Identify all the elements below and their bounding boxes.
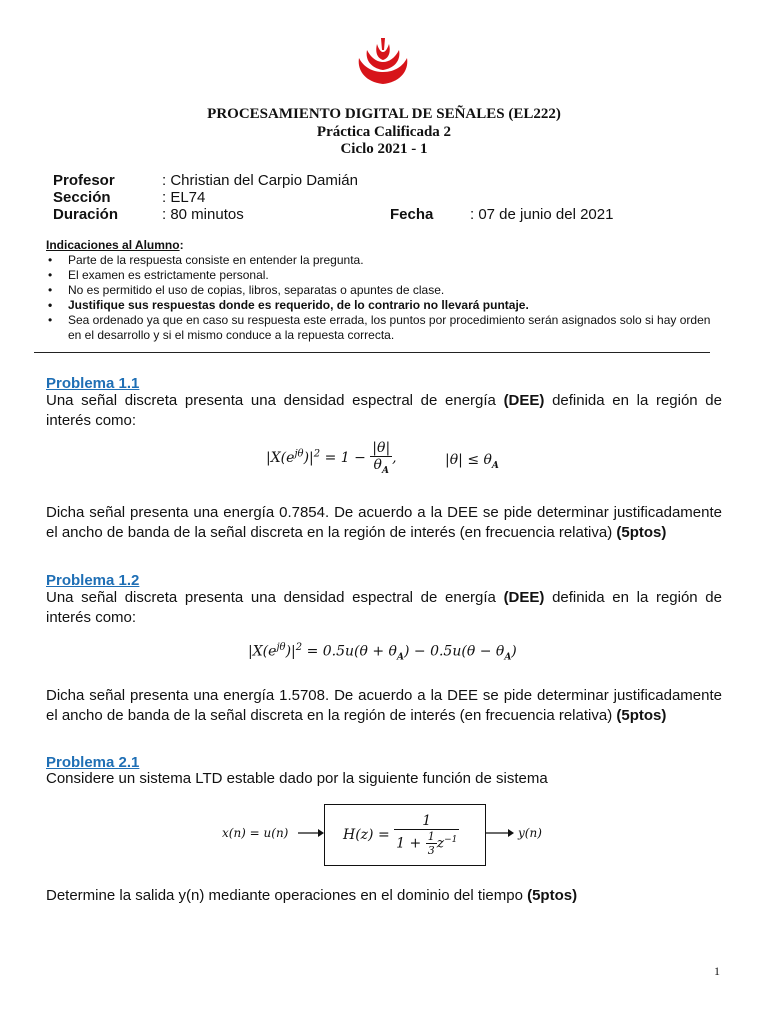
transfer-function: H(z) = 1 1 + $\frac{1}{3}$ $z^{-1}$ — [343, 813, 458, 857]
input-signal-label: x(n) = u(n) — [222, 826, 289, 840]
problem-1-2-intro: Una señal discreta presenta una densidad espectral de energía (DEE) definida en la región de interés como: — [46, 589, 722, 626]
duracion-label: Duración — [53, 206, 119, 223]
cycle-title: Ciclo 2021 - 1 — [340, 141, 428, 157]
equation-1-1-condition: $|\theta| \le \theta_A$ — [445, 452, 499, 471]
list-item: • Parte de la respuesta consiste en entender la pregunta. — [46, 253, 716, 268]
equation-1-2: $|X(e^{j\theta})|^2 = 0.5u(\theta + \theta_A) - 0.5u(\theta - \theta_A)$ — [248, 642, 517, 663]
page-number: 1 — [714, 964, 720, 978]
input-arrow-icon — [298, 826, 324, 840]
seccion-label: Sección — [53, 189, 111, 206]
fecha-value: : 07 de junio del 2021 — [470, 206, 614, 223]
duracion-value: : 80 minutos — [162, 206, 244, 223]
output-signal-label: y(n) — [518, 826, 542, 840]
system-block — [324, 804, 486, 866]
problem-1-2-text: Dicha señal presenta una energía 1.5708. De acuerdo a la DEE se pide determinar justificadamente el ancho de banda de la señal discreta en la región de interés (en frecuencia relativa) (5ptos) — [46, 687, 722, 724]
seccion-value: : EL74 — [162, 189, 206, 206]
indications — [46, 238, 716, 343]
problem-1-1-text: Dicha señal presenta una energía 0.7854. De acuerdo a la DEE se pide determinar justificadamente el ancho de banda de la señal discreta en la región de interés (en frecuencia relativa) (5ptos) — [46, 504, 722, 541]
indications-title: Indicaciones al Alumno: — [46, 238, 184, 252]
profesor-label: Profesor — [53, 172, 115, 189]
list-item: • Justifique sus respuestas donde es requerido, de lo contrario no llevará puntaje. — [46, 298, 716, 313]
problem-2-1-title: Problema 2.1 — [46, 754, 140, 771]
list-item: • Sea ordenado ya que en caso su respuesta este errada, los puntos por procedimiento serán asignados solo si hay orden en el desarrollo y si el mismo conduce a la repuesta correcta. — [46, 313, 716, 343]
profesor-value: : Christian del Carpio Damián — [162, 172, 358, 189]
problem-2-1-intro: Considere un sistema LTD estable dado por la siguiente función de sistema — [46, 770, 548, 787]
separator-line — [34, 352, 710, 353]
course-title: PROCESAMIENTO DIGITAL DE SEÑALES (EL222) — [207, 106, 561, 122]
practice-title: Práctica Calificada 2 — [316, 124, 452, 140]
list-item: • El examen es estrictamente personal. — [46, 268, 716, 283]
problem-1-1-intro: Una señal discreta presenta una densidad espectral de energía (DEE) definida en la región de interés como: — [46, 392, 722, 429]
problem-1-2-title: Problema 1.2 — [46, 572, 140, 589]
upc-logo-icon — [355, 36, 411, 86]
fecha-label: Fecha — [390, 206, 434, 223]
list-item: • No es permitido el uso de copias, libros, separatas o apuntes de clase. — [46, 283, 716, 298]
output-arrow-icon — [486, 826, 514, 840]
problem-2-1-text: Determine la salida y(n) mediante operaciones en el dominio del tiempo (5ptos) — [46, 887, 578, 904]
problem-1-1-title: Problema 1.1 — [46, 375, 140, 392]
equation-1-1: $|X(e^{j\theta})|^2 = 1$ − $\frac{|\theta|}{\theta_A}$ , — [266, 440, 397, 476]
indications-list — [46, 253, 716, 343]
